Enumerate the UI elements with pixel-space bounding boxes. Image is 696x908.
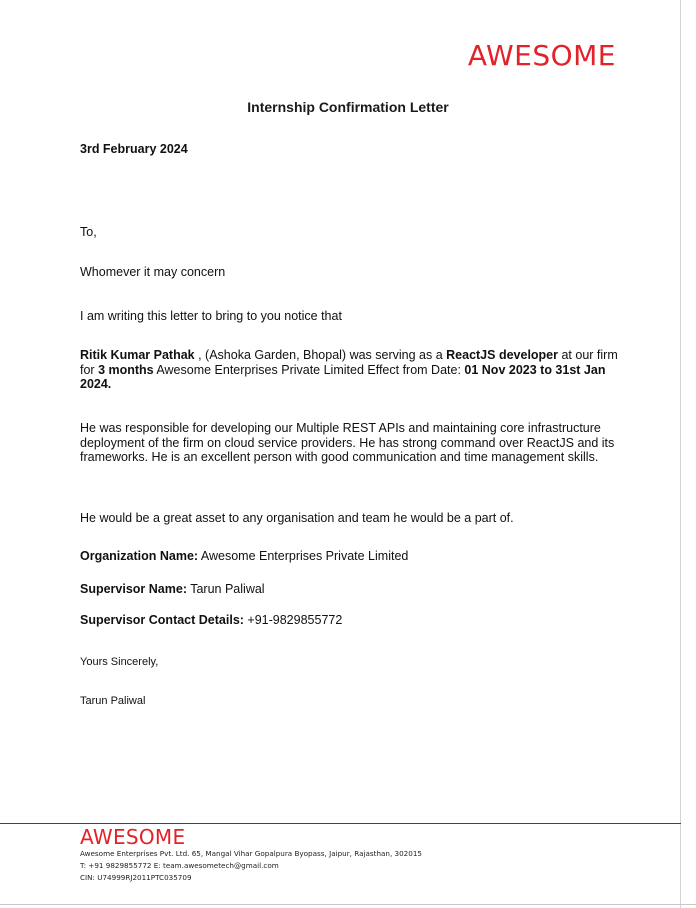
letterhead-footer <box>80 826 640 884</box>
supervisor-contact-value: +91-9829855772 <box>243 613 343 627</box>
effect-text: Awesome Enterprises Private Limited Effect from Date: <box>153 362 465 377</box>
supervisor-contact-line <box>80 613 625 628</box>
intro-paragraph: I am writing this letter to bring to you notice that <box>80 309 342 323</box>
supervisor-line <box>80 582 625 597</box>
intern-address-text: , (Ashoka Garden, Bhopal) was serving as a <box>194 348 447 362</box>
salutation-to: To, <box>80 225 97 239</box>
recommendation-paragraph: He would be a great asset to any organisation and team he would be a part of. <box>80 511 514 525</box>
firm-text: at our firm for <box>80 348 618 377</box>
supervisor-label: Supervisor Name: <box>80 582 187 596</box>
intern-role: ReactJS developer <box>446 348 558 362</box>
supervisor-contact-label: Supervisor Contact Details: <box>80 613 244 627</box>
closing: Yours Sincerely, <box>80 656 159 668</box>
internship-duration: 3 months <box>98 362 154 377</box>
footer-logo: AWESOME <box>80 825 186 849</box>
letter-title-text: Internship Confirmation Letter <box>247 99 449 115</box>
letter-date: 3rd February 2024 <box>80 142 188 156</box>
employment-paragraph <box>80 348 625 392</box>
footer-contact: T: +91 9829855772 E: team.awesometech@gmail.com <box>80 861 279 870</box>
page-edge <box>680 0 681 908</box>
organization-label: Organization Name: <box>80 549 199 563</box>
signatory-name: Tarun Paliwal <box>80 695 146 707</box>
footer-divider <box>0 823 681 824</box>
intern-name: Ritik Kumar Pathak <box>80 348 195 362</box>
internship-dates: 01 Nov 2023 to 31st Jan 2024. <box>80 362 606 391</box>
organization-value: Awesome Enterprises Private Limited <box>198 549 409 563</box>
organization-line <box>80 549 625 564</box>
addressee: Whomever it may concern <box>80 265 226 279</box>
supervisor-value: Tarun Paliwal <box>186 582 265 596</box>
page-bottom-edge <box>0 904 696 905</box>
responsibilities-paragraph: He was responsible for developing our Multiple REST APIs and maintaining core infrastructure deployment of the firm on cloud service providers. He has strong command over ReactJS and its frameworks. He is an excellent person with good communication and time management skills. <box>80 421 615 464</box>
footer-cin: CIN: U74999RJ2011PTC035709 <box>80 873 192 882</box>
letter-title <box>0 99 696 115</box>
company-logo: AWESOME <box>467 39 616 72</box>
footer-address: Awesome Enterprises Pvt. Ltd. 65, Mangal Vihar Gopalpura Byopass, Jaipur, Rajasthan, 302015 <box>80 849 422 858</box>
